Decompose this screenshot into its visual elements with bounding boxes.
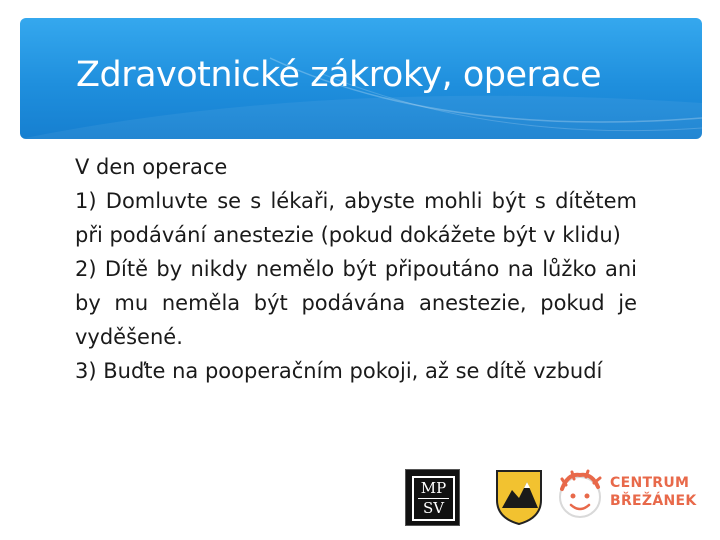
slide-body (75, 150, 637, 388)
centrum-logo-line-1: CENTRUM (610, 475, 690, 491)
body-paragraph-1: 1) Domluvte se s lékaři, abyste mohli být s dítětem při podávání anestezie (pokud dokážete být v klidu) (75, 189, 637, 247)
body-paragraph-2: 2) Dítě by nikdy nemělo být připoutáno na lůžko ani by mu neměla být podávána anestezie, pokud je vyděšené. (75, 257, 637, 349)
mpsv-logo (405, 469, 460, 526)
mpsv-logo-bottom-text: SV (422, 499, 445, 517)
centrum-brezanek-logo (554, 465, 714, 525)
title-banner (20, 18, 702, 139)
mpsv-logo-top-text: MP (420, 479, 447, 497)
body-paragraph-3: 3) Buďte na pooperačním pokoji, až se dítě vzbudí (75, 359, 603, 383)
slide-title: Zdravotnické zákroky, operace (76, 55, 602, 95)
coat-of-arms-shield-icon (494, 468, 544, 526)
body-paragraph-heading: V den operace (75, 155, 228, 179)
mpsv-logo-frame (412, 476, 455, 521)
centrum-logo-line-2: BŘEŽÁNEK (610, 493, 697, 509)
child-face-icon (554, 469, 606, 521)
